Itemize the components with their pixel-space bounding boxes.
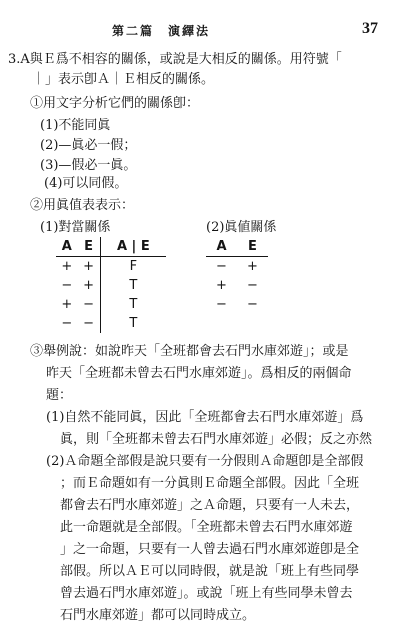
table1-cell: T	[129, 278, 138, 293]
table1-col-a: A	[56, 237, 78, 257]
table1-col-ae: A | E	[100, 237, 166, 257]
table1-cell: T	[129, 316, 138, 331]
table2-col-a: A	[206, 237, 237, 257]
table2-header-row	[206, 237, 268, 257]
table1-cell: −	[78, 314, 101, 333]
table2-cell: −	[247, 297, 258, 312]
section-heading-2: ②用眞值表表示：	[30, 198, 135, 213]
example-line-1: ③舉例說：如說昨天「全班都會去石門水庫郊遊」；或是	[30, 344, 349, 359]
table2-row	[206, 257, 268, 277]
table1-row	[56, 276, 166, 295]
table1-row	[56, 257, 166, 277]
example-line-10: 」之一命題，只要有一人曾去過石門水庫郊遊卽是全	[60, 542, 360, 557]
table1-cell: +	[61, 297, 73, 312]
table1-row	[56, 295, 166, 314]
page-number: 37	[362, 20, 378, 37]
example-line-8: 都會去石門水庫郊遊」之Ａ命題，只要有一人未去，	[60, 498, 360, 513]
list-item-2: (2)—眞必一假；	[40, 138, 137, 153]
table2-row	[206, 295, 268, 314]
table2-row	[206, 276, 268, 295]
list-item-1: (1)不能同眞	[40, 118, 111, 133]
table1-cell: −	[61, 316, 73, 331]
table2-cell: +	[216, 278, 227, 293]
table1-cell: −	[78, 295, 101, 314]
table1-row	[56, 314, 166, 333]
example-line-5: 眞，則「全班都未曾去石門水庫郊遊」必假；反之亦然	[60, 432, 373, 447]
section-heading-1: ①用文字分析它們的關係卽：	[30, 96, 200, 111]
table2-cell: −	[216, 259, 227, 274]
table2-cell: −	[247, 278, 258, 293]
example-line-3: 題：	[46, 388, 73, 403]
running-header	[0, 20, 410, 42]
table1-cell: −	[61, 278, 73, 293]
example-line-2: 昨天「全班都未曾去石門水庫郊遊」。爲相反的兩個命	[46, 366, 352, 381]
table2-col-e: E	[237, 237, 268, 257]
truth-table-1	[56, 237, 166, 333]
table2-cell: +	[247, 259, 258, 274]
table2-cell: −	[216, 297, 227, 312]
table1-cell: +	[78, 257, 101, 277]
chapter-title: 第二篇 演繹法	[112, 24, 211, 38]
table1-cell: +	[61, 259, 73, 274]
example-line-6: (2)Ａ命題全部假是說只要有一分假則Ａ命題卽是全部假	[46, 454, 364, 469]
example-line-7: ；而Ｅ命題如有一分眞則Ｅ命題全部假。因此「全班	[60, 476, 360, 491]
body-line-2: ｜」表示卽Ａ｜Ｅ相反的關係。	[32, 72, 215, 87]
list-item-4: (4)可以同假。	[44, 176, 128, 191]
example-line-9: 此一命題就是全部假。「全班都未曾去石門水庫郊遊	[60, 520, 353, 535]
table1-col-e: E	[78, 237, 101, 257]
example-line-12: 曾去過石門水庫郊遊」。或說「班上有些同學未曾去	[60, 586, 353, 601]
table2-caption: (2)眞値關係	[206, 220, 277, 235]
example-line-4: (1)自然不能同眞，因此「全班都會去石門水庫郊遊」爲	[46, 410, 364, 425]
example-line-11: 部假。所以ＡＥ可以同時假，就是說「班上有些同學	[60, 564, 360, 579]
list-item-3: (3)—假必一眞。	[40, 158, 137, 173]
truth-table-2	[206, 237, 268, 314]
table1-cell: F	[129, 259, 138, 274]
example-line-13: 石門水庫郊遊」都可以同時成立。	[60, 608, 256, 623]
table1-caption: (1)對當關係	[40, 220, 111, 235]
table1-header-row	[56, 237, 166, 257]
body-line-1: 3.A與Ｅ爲不相容的關係，或說是大相反的關係。用符號「	[8, 52, 342, 67]
table1-cell: T	[129, 297, 138, 312]
table1-cell: +	[78, 276, 101, 295]
